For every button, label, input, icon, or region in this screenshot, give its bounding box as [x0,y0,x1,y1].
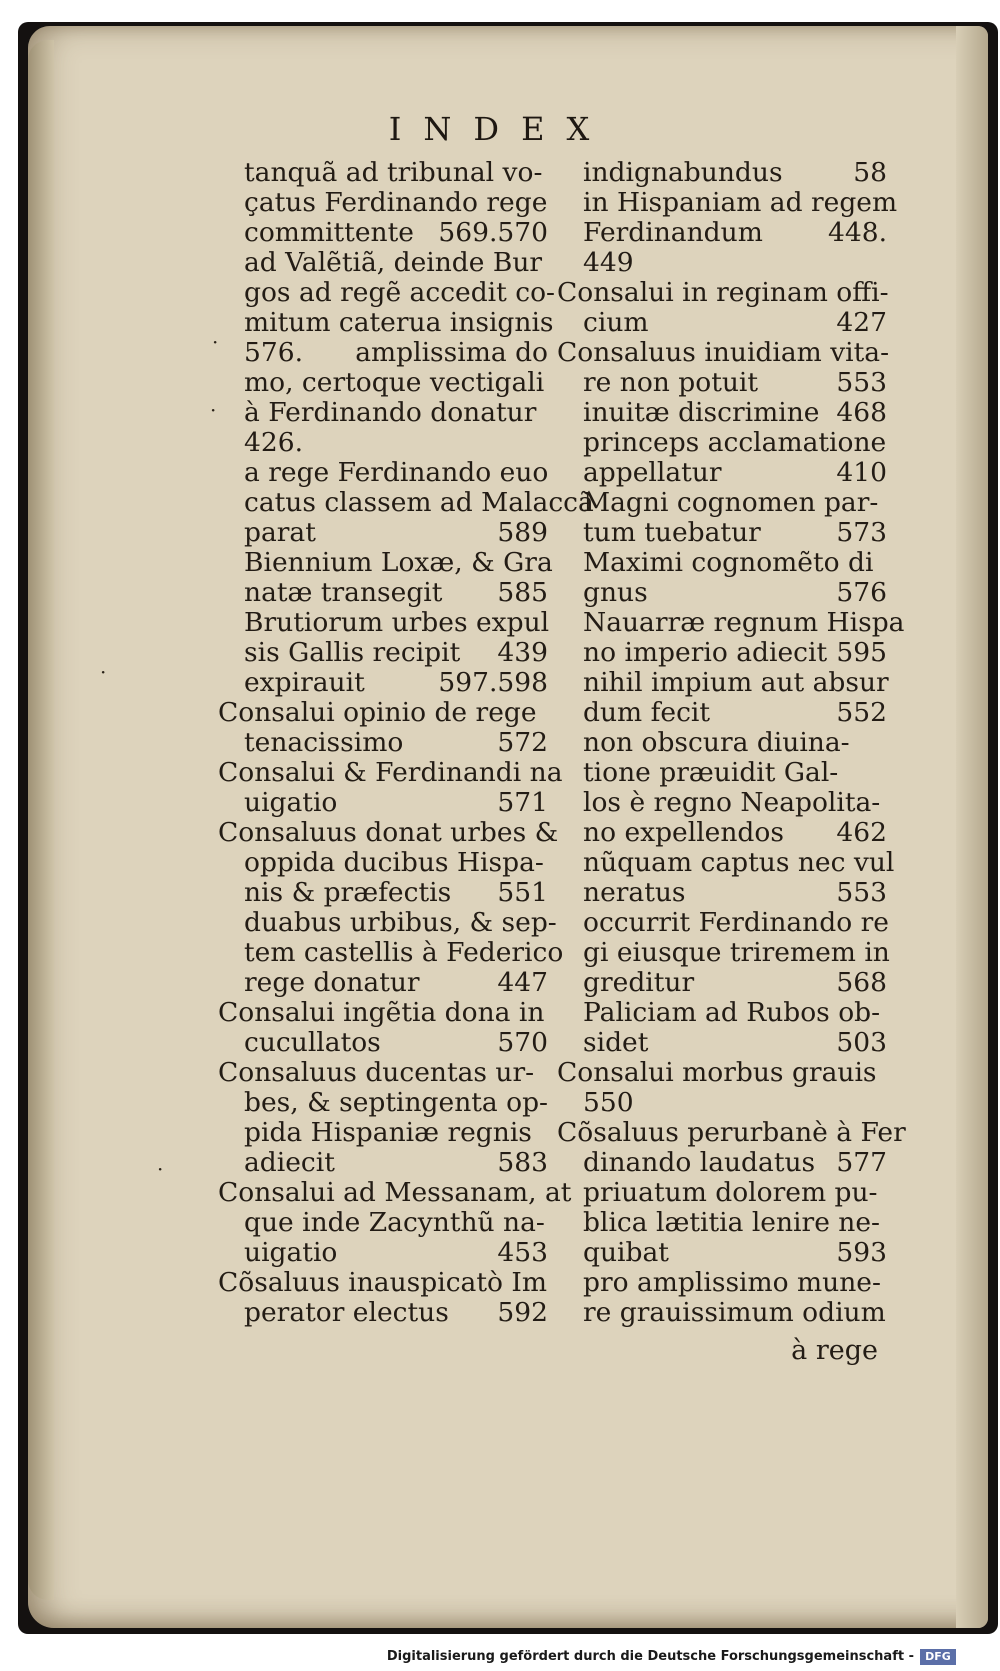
index-entry-line [557,937,890,968]
page-reference: 552 [836,697,887,728]
page-reference: 571 [497,787,548,818]
page-reference: 577 [836,1147,887,1178]
entry-text: expirauit [244,667,365,698]
entry-text: Biennium Loxæ, & Gra [244,547,553,578]
entry-text: cucullatos [244,1027,381,1058]
index-entry-line [557,578,887,608]
page-reference: 593 [836,1237,887,1268]
page-reference: 583 [497,1147,548,1178]
entry-text: tanquã ad tribunal vo- [244,157,543,188]
page-reference: 447 [497,967,548,998]
entry-text: Consalui & Ferdinandi na [218,757,563,788]
entry-text: Brutiorum urbes expul [244,607,550,638]
page-reference: 58 [853,157,887,188]
entry-text: no imperio adiecit [583,637,828,668]
page-reference: 410 [836,457,887,488]
index-column-right [557,157,906,1328]
entry-text: tum tuebatur [583,517,761,548]
index-entry-line [218,1238,548,1268]
index-entry-line [218,907,557,938]
index-entry-line [557,1117,906,1148]
page-reference: 569.570 [438,217,548,248]
margin-mark: · [212,330,219,354]
entry-text: dum fecit [583,697,711,728]
page-reference: 572 [497,727,548,758]
index-entry-line [557,698,887,728]
index-entry-line [218,368,548,398]
entry-text: greditur [583,967,695,998]
entry-text: indignabundus [583,157,783,188]
index-entry-line [557,278,887,308]
page-reference: amplissima do [355,337,548,368]
entry-text: nis & præfectis [244,877,452,908]
index-column-left [218,157,594,1328]
index-entry-line [218,428,548,458]
index-entry-line [557,518,887,548]
entry-text: Consalui morbus grauis [557,1057,877,1088]
index-entry-line [218,698,548,728]
index-entry-line [218,1088,548,1118]
index-entry-line [557,638,887,668]
index-entry-line [557,1088,887,1118]
index-entry-line [557,368,887,398]
index-entry-line [218,638,548,668]
index-entry-line [557,548,887,578]
index-entry-line [218,158,548,188]
index-entry-line [557,878,887,908]
index-entry-line [218,1268,548,1298]
entry-text: duabus urbibus, & sep- [244,907,557,938]
index-entry-line [557,607,905,638]
entry-text: cium [583,307,649,338]
page-reference: 462 [836,817,887,848]
entry-text: mitum caterua insignis [244,307,554,338]
page-reference: 570 [497,1027,548,1058]
index-entry-line [557,1298,887,1328]
entry-text: los è regno Neapolita- [583,787,881,818]
page-reference: 503 [836,1027,887,1058]
entry-text: in Hispaniam ad regem [583,187,898,218]
index-entry-line [218,458,548,488]
entry-text: à Ferdinando donatur [244,397,537,428]
index-entry-line [557,458,887,488]
entry-text: Consaluus donat urbes & [218,817,559,848]
page-reference: 595 [836,637,887,668]
index-entry-line [557,337,890,368]
index-entry-line [557,908,887,938]
page-reference: 453 [497,1237,548,1268]
margin-mark: · [100,660,107,684]
page-reference: 551 [497,877,548,908]
entry-text: uigatio [244,787,338,818]
index-entry-line [218,608,548,638]
index-entry-line [218,728,548,758]
index-entry-line [557,1208,887,1238]
entry-text: parat [244,517,316,548]
entry-text: priuatum dolorem pu- [583,1177,878,1208]
index-entry-line [557,1058,887,1088]
entry-text: mo, certoque vectigali [244,367,545,398]
entry-text: nihil impium aut absur [583,667,889,698]
entry-text: rege donatur [244,967,420,998]
entry-text: 449 [583,247,634,278]
index-entry-line [557,847,895,878]
entry-text: tem castellis à Federico [244,937,564,968]
index-entry-line [218,578,548,608]
entry-text: perator electus [244,1297,449,1328]
entry-text: nũquam captus nec vul [583,847,895,878]
page-reference: 427 [836,307,887,338]
entry-text: dinando laudatus [583,1147,816,1178]
index-entry-line [218,277,555,308]
index-entry-line [557,187,898,218]
index-entry-line [218,1298,548,1328]
index-entry-line [557,308,887,338]
entry-text: çatus Ferdinando rege [244,187,548,218]
index-entry-line [218,998,548,1028]
entry-text: neratus [583,877,686,908]
index-entry-line [557,818,887,848]
entry-text: non obscura diuina- [583,727,850,758]
index-entry-line [218,218,548,248]
index-entry-line [218,487,594,518]
index-entry-line [557,248,887,278]
entry-text: princeps acclamatione [583,427,887,458]
entry-text: pro amplissimo mune- [583,1267,881,1298]
index-entry-line [557,668,887,698]
page-reference: 553 [836,877,887,908]
index-entry-line [557,488,887,518]
page-reference: 589 [497,517,548,548]
index-entry-line [218,937,564,968]
entry-text: adiecit [244,1147,335,1178]
page-reference: 553 [836,367,887,398]
entry-text: tione præuidit Gal- [583,757,839,788]
index-entry-line [557,398,887,428]
index-entry-line [218,757,563,788]
index-entry-line [218,1177,572,1208]
index-entry-line [218,307,554,338]
entry-text: sis Gallis recipit [244,637,461,668]
entry-text: oppida ducibus Hispa- [244,847,544,878]
index-entry-line [218,547,553,578]
entry-text: appellatur [583,457,722,488]
index-entry-line [218,1118,548,1148]
index-entry-line [218,848,548,878]
page-reference: 568 [836,967,887,998]
dfg-logo: DFG [920,1649,956,1665]
index-entry-line [557,1028,887,1058]
entry-text: 426. [244,427,304,458]
entry-text: Consaluus inuidiam vita- [557,337,890,368]
entry-text: inuitæ discrimine [583,397,820,428]
entry-text: bes, & septingenta op- [244,1087,548,1118]
entry-text: catus classem ad Malaccã [244,487,594,518]
page-reference: 576 [836,577,887,608]
entry-text: natæ transegit [244,577,443,608]
page-reference: 468 [836,397,887,428]
entry-text: Ferdinandum [583,217,763,248]
entry-text: Cõsaluus perurbanè à Fer [557,1117,906,1148]
entry-text: no expellendos [583,817,784,848]
entry-text: re non potuit [583,367,759,398]
index-entry-line [218,878,548,908]
entry-text: tenacissimo [244,727,404,758]
index-entry-line [557,968,887,998]
index-entry-line [557,428,887,458]
footer-credit: Digitalisierung gefördert durch die Deutsche Forschungsgemeinschaft - [386,1649,914,1664]
entry-text: committente [244,217,414,248]
entry-text: Consalui opinio de rege [218,697,537,728]
entry-text: a rege Ferdinando euo [244,457,549,488]
entry-text: Cõsaluus inauspicatò Im [218,1267,547,1298]
page-header: INDEX [388,110,612,148]
index-entry-line [218,788,548,818]
index-entry-line [557,1148,887,1178]
index-entry-line [557,728,887,758]
entry-text: Magni cognomen par- [583,487,879,518]
page-edge [956,26,988,1628]
page-reference: 573 [836,517,887,548]
entry-text: Nauarræ regnum Hispa [583,607,905,638]
page-reference: 448. [827,217,887,248]
entry-text: re grauissimum odium [583,1297,886,1328]
index-entry-line [218,1028,548,1058]
index-entry-line [557,158,887,188]
index-entry-line [218,188,548,218]
index-entry-line [557,788,887,818]
index-entry-line [557,998,887,1028]
page-reference: 439 [497,637,548,668]
index-entry-line [218,668,548,698]
entry-text: 576. [244,337,304,368]
entry-text: quibat [583,1237,669,1268]
index-entry-line [218,518,548,548]
entry-text: gos ad regẽ accedit co- [244,277,555,308]
entry-text: occurrit Ferdinando re [583,907,889,938]
entry-text: pida Hispaniæ regnis [244,1117,532,1148]
index-entry-line [218,248,548,278]
index-entry-line [557,218,887,248]
entry-text: que inde Zacynthũ na- [244,1207,545,1238]
index-entry-line [218,817,559,848]
page-gutter-shadow [28,40,54,1600]
entry-text: sidet [583,1027,649,1058]
entry-text: Maximi cognomẽto di [583,547,874,578]
index-entry-line [557,1178,887,1208]
entry-text: ad Valẽtiã, deinde Bur [244,247,543,278]
entry-text: Consalui in reginam offi- [557,277,889,308]
entry-text: gnus [583,577,648,608]
index-entry-line [557,1238,887,1268]
entry-text: Consalui ad Messanam, at [218,1177,572,1208]
index-entry-line [557,1268,887,1298]
page-reference: 592 [497,1297,548,1328]
page-reference: 585 [497,577,548,608]
entry-text: Consalui ingẽtia dona in [218,997,545,1028]
index-entry-line [218,1208,548,1238]
index-entry-line [218,338,548,368]
index-entry-line [218,398,548,428]
entry-text: Consaluus ducentas ur- [218,1057,535,1088]
margin-mark: · [157,1157,164,1181]
entry-text: gi eiusque triremem in [583,937,890,968]
entry-text: blica lætitia lenire ne- [583,1207,881,1238]
page-reference: 597.598 [438,667,548,698]
index-entry-line [557,758,887,788]
entry-text: 550 [583,1087,634,1118]
index-entry-line [218,968,548,998]
index-entry-line [218,1148,548,1178]
entry-text: uigatio [244,1237,338,1268]
index-entry-line [218,1058,548,1088]
catchword: à rege [791,1335,878,1366]
margin-mark: · [210,398,217,422]
entry-text: Paliciam ad Rubos ob- [583,997,881,1028]
